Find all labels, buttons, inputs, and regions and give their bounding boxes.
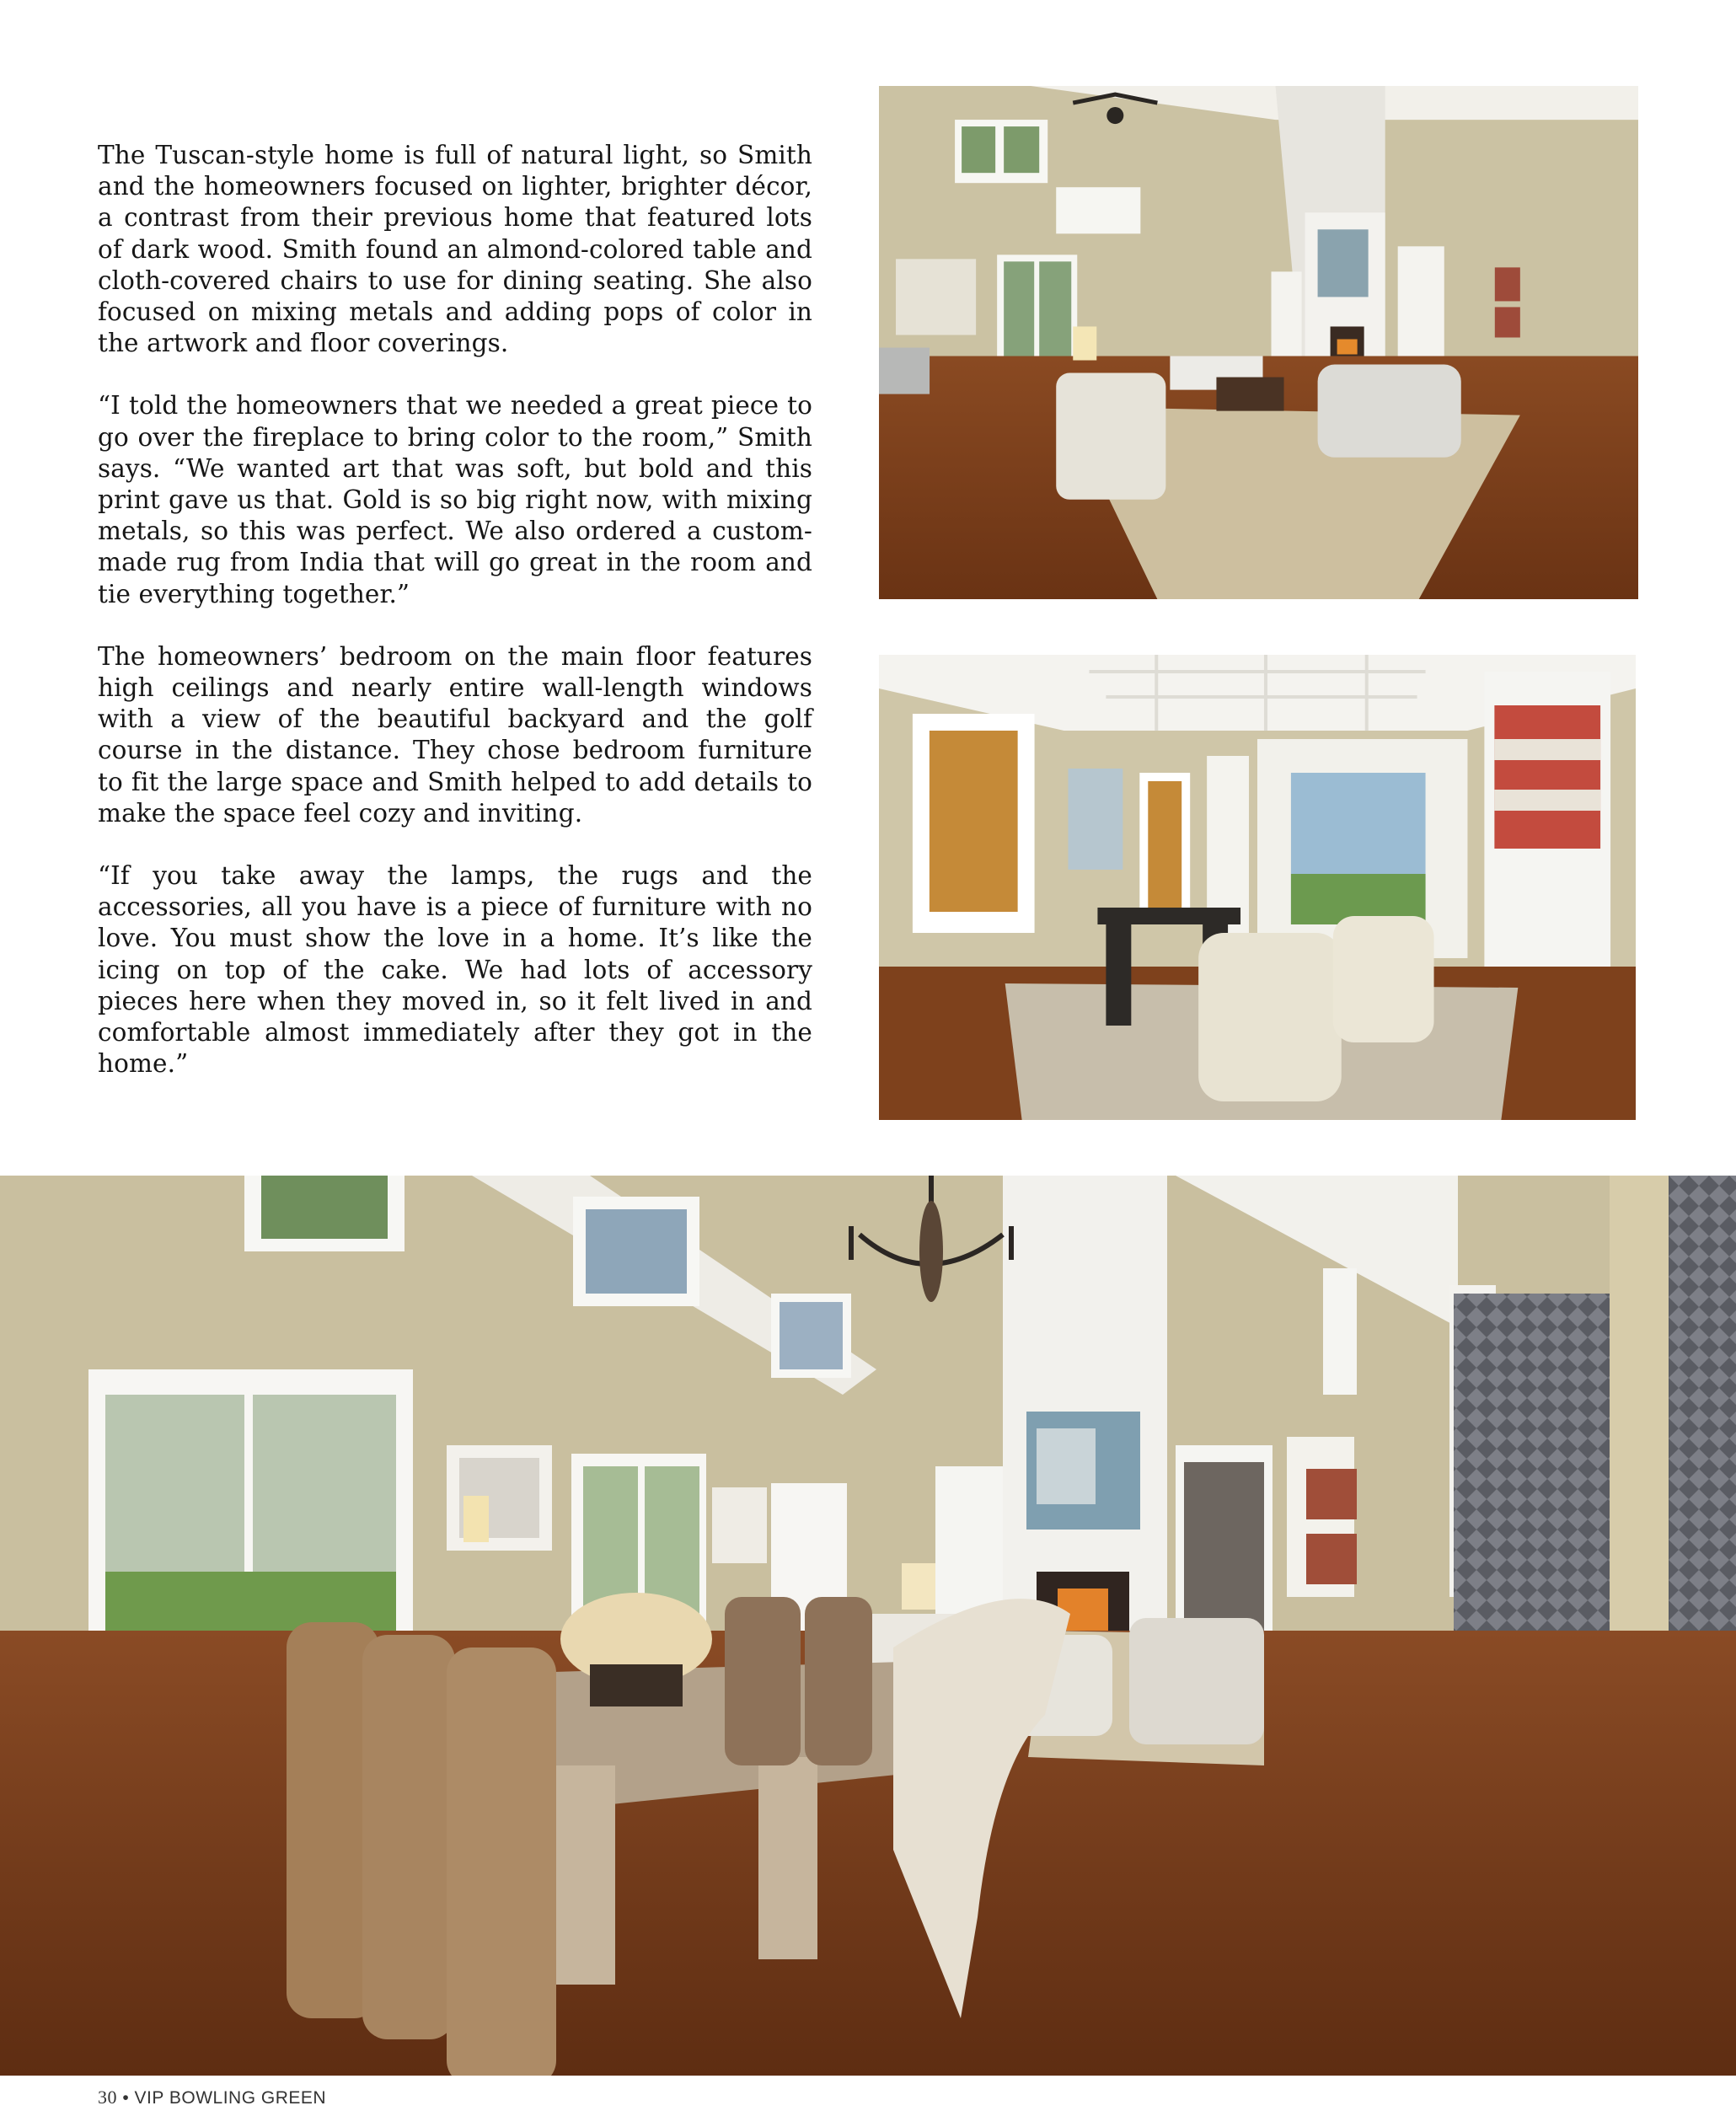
- paragraph-4: “If you take away the lamps, the rugs and the accessories, all you have is a piece of furniture with no love. You must show the love in a home. It’s like the icing on top of the cake. We had lots of accessory pieces here when they moved in, so it felt lived in and comfortable almost immediately after they got in the home.”: [98, 861, 812, 1079]
- paragraph-3: The homeowners’ bedroom on the main floor features high ceilings and nearly entire wall-length windows with a view of the beautiful backyard and the golf course in the distance. They chose bedroom furniture to fit the large space and Smith helped to add details to make the space feel cozy and inviting.: [98, 641, 812, 828]
- folio-separator: •: [122, 2088, 130, 2108]
- publication-name: VIP BOWLING GREEN: [134, 2088, 327, 2108]
- paragraph-1: The Tuscan-style home is full of natural light, so Smith and the homeowners focused on lighter, brighter décor, a contrast from their previous home that featured lots of dark wood. Smith found an almond-colored table and cloth-covered chairs to use for dining seating. She also focused on mixing metals and adding pops of color in the artwork and floor coverings.: [98, 141, 812, 358]
- living-room-photo: [879, 86, 1638, 599]
- dining-room-photo: [0, 1176, 1736, 2076]
- paragraph-2: “I told the homeowners that we needed a great piece to go over the fireplace to bring color to the room,” Smith says. “We wanted art that was soft, but bold and this print gave us that. Gold is so big right now, with mixing metals, so this was perfect. We also ordered a custom-made rug from India that will go great in the room and tie everything together.”: [98, 391, 812, 608]
- page-number: 30: [98, 2087, 117, 2108]
- bedroom-photo: [879, 655, 1636, 1120]
- page-folio: [98, 2087, 326, 2108]
- article-body: [98, 140, 812, 1111]
